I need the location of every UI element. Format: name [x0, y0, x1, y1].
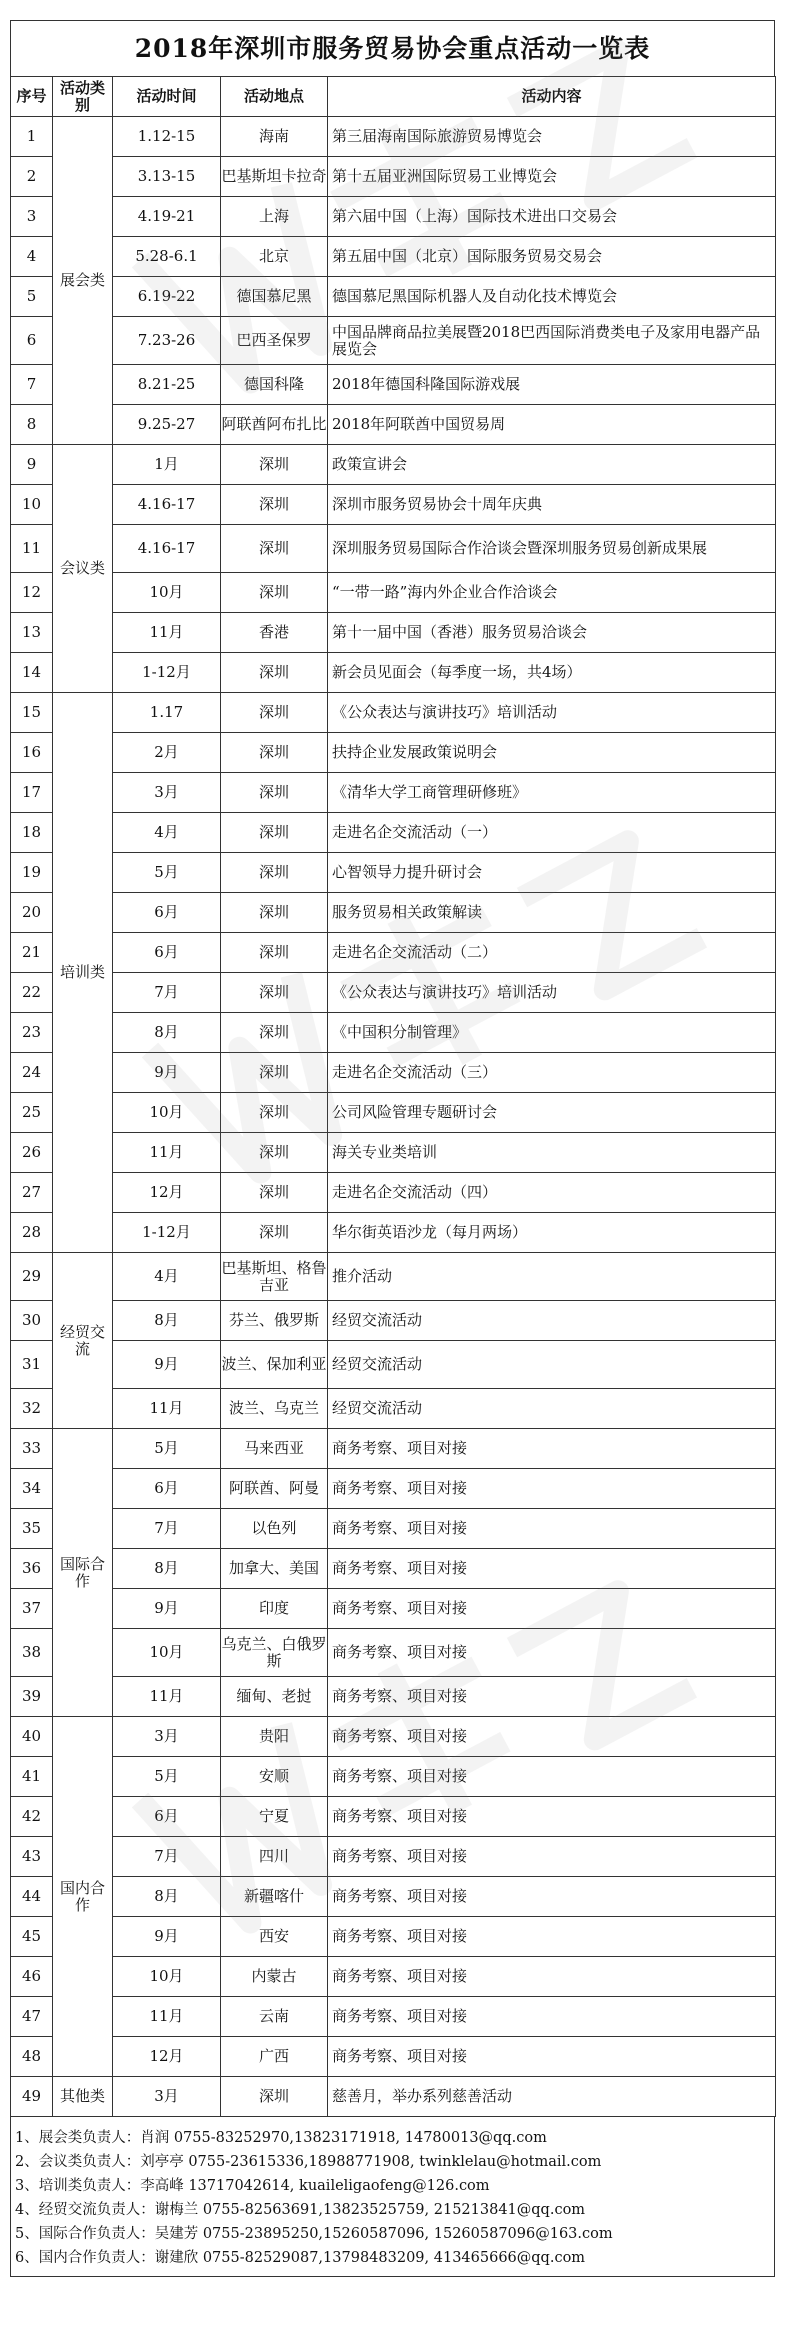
cell-time: 6.19-22	[113, 277, 221, 317]
cell-place: 巴基斯坦、格鲁吉亚	[221, 1253, 328, 1301]
cell-content: 《公众表达与演讲技巧》培训活动	[328, 973, 776, 1013]
cell-no: 34	[11, 1469, 53, 1509]
cell-no: 29	[11, 1253, 53, 1301]
cell-content: “一带一路”海内外企业合作洽谈会	[328, 573, 776, 613]
cell-time: 8月	[113, 1877, 221, 1917]
cell-no: 47	[11, 1997, 53, 2037]
cell-content: 商务考察、项目对接	[328, 1797, 776, 1837]
cell-category: 会议类	[53, 445, 113, 693]
cell-time: 10月	[113, 1957, 221, 1997]
cell-no: 6	[11, 317, 53, 365]
cell-no: 26	[11, 1133, 53, 1173]
cell-place: 深圳	[221, 1133, 328, 1173]
cell-place: 深圳	[221, 693, 328, 733]
table-row	[11, 1917, 776, 1957]
cell-content: 《中国积分制管理》	[328, 1013, 776, 1053]
table-row	[11, 773, 776, 813]
cell-time: 2月	[113, 733, 221, 773]
cell-no: 19	[11, 853, 53, 893]
cell-place: 香港	[221, 613, 328, 653]
table-row	[11, 1549, 776, 1589]
table-row	[11, 525, 776, 573]
cell-place: 深圳	[221, 485, 328, 525]
cell-no: 48	[11, 2037, 53, 2077]
cell-time: 1.17	[113, 693, 221, 733]
cell-content: 第十五届亚洲国际贸易工业博览会	[328, 157, 776, 197]
cell-content: 商务考察、项目对接	[328, 1469, 776, 1509]
cell-content: 商务考察、项目对接	[328, 1757, 776, 1797]
table-row	[11, 893, 776, 933]
cell-place: 深圳	[221, 933, 328, 973]
cell-time: 11月	[113, 613, 221, 653]
table-row	[11, 1053, 776, 1093]
cell-no: 16	[11, 733, 53, 773]
table-row	[11, 973, 776, 1013]
table-row	[11, 1509, 776, 1549]
cell-no: 25	[11, 1093, 53, 1133]
header-time: 活动时间	[113, 77, 221, 117]
cell-time: 3月	[113, 1717, 221, 1757]
cell-content: 走进名企交流活动（一）	[328, 813, 776, 853]
cell-time: 10月	[113, 1629, 221, 1677]
table-row	[11, 1253, 776, 1301]
cell-no: 49	[11, 2077, 53, 2117]
header-content: 活动内容	[328, 77, 776, 117]
table-row	[11, 445, 776, 485]
cell-category: 国际合作	[53, 1429, 113, 1717]
cell-time: 11月	[113, 1389, 221, 1429]
cell-place: 深圳	[221, 653, 328, 693]
cell-time: 11月	[113, 1997, 221, 2037]
cell-content: 深圳服务贸易国际合作洽谈会暨深圳服务贸易创新成果展	[328, 525, 776, 573]
table-row	[11, 1133, 776, 1173]
table-body	[11, 117, 776, 2117]
cell-time: 9月	[113, 1053, 221, 1093]
cell-time: 3月	[113, 2077, 221, 2117]
cell-time: 6月	[113, 933, 221, 973]
cell-time: 3月	[113, 773, 221, 813]
cell-time: 8月	[113, 1549, 221, 1589]
contact-list	[10, 2117, 775, 2277]
cell-content: 公司风险管理专题研讨会	[328, 1093, 776, 1133]
cell-time: 1-12月	[113, 1213, 221, 1253]
contact-line: 5、国际合作负责人：吴建芳 0755-23895250,15260587096, 15260587096@163.com	[15, 2226, 613, 2242]
cell-time: 8月	[113, 1301, 221, 1341]
cell-place: 深圳	[221, 893, 328, 933]
cell-content: 商务考察、项目对接	[328, 1717, 776, 1757]
table-row	[11, 1717, 776, 1757]
cell-no: 45	[11, 1917, 53, 1957]
cell-content: 商务考察、项目对接	[328, 1509, 776, 1549]
cell-place: 深圳	[221, 1013, 328, 1053]
cell-content: 商务考察、项目对接	[328, 1997, 776, 2037]
table-row	[11, 1469, 776, 1509]
cell-place: 深圳	[221, 1093, 328, 1133]
cell-time: 5.28-6.1	[113, 237, 221, 277]
cell-no: 13	[11, 613, 53, 653]
cell-category: 展会类	[53, 117, 113, 445]
contact-line: 6、国内合作负责人：谢建欣 0755-82529087,13798483209, 413465666@qq.com	[15, 2250, 586, 2266]
cell-time: 4月	[113, 813, 221, 853]
cell-no: 3	[11, 197, 53, 237]
cell-content: 推介活动	[328, 1253, 776, 1301]
cell-content: 第十一届中国（香港）服务贸易洽谈会	[328, 613, 776, 653]
cell-content: 新会员见面会（每季度一场，共4场）	[328, 653, 776, 693]
table-row	[11, 933, 776, 973]
cell-place: 北京	[221, 237, 328, 277]
cell-time: 4.16-17	[113, 525, 221, 573]
cell-no: 38	[11, 1629, 53, 1677]
cell-time: 5月	[113, 1757, 221, 1797]
cell-place: 深圳	[221, 445, 328, 485]
cell-place: 波兰、保加利亚	[221, 1341, 328, 1389]
table-row	[11, 653, 776, 693]
cell-place: 内蒙古	[221, 1957, 328, 1997]
cell-place: 深圳	[221, 813, 328, 853]
cell-content: 德国慕尼黑国际机器人及自动化技术博览会	[328, 277, 776, 317]
cell-no: 12	[11, 573, 53, 613]
cell-no: 42	[11, 1797, 53, 1837]
cell-time: 9.25-27	[113, 405, 221, 445]
cell-place: 深圳	[221, 1053, 328, 1093]
cell-place: 乌克兰、白俄罗斯	[221, 1629, 328, 1677]
table-row	[11, 1837, 776, 1877]
cell-time: 1月	[113, 445, 221, 485]
cell-category: 经贸交流	[53, 1253, 113, 1429]
cell-time: 4.19-21	[113, 197, 221, 237]
cell-no: 33	[11, 1429, 53, 1469]
cell-content: 心智领导力提升研讨会	[328, 853, 776, 893]
cell-place: 芬兰、俄罗斯	[221, 1301, 328, 1341]
table-row	[11, 317, 776, 365]
table-row	[11, 365, 776, 405]
cell-time: 8月	[113, 1013, 221, 1053]
cell-no: 4	[11, 237, 53, 277]
cell-content: 《清华大学工商管理研修班》	[328, 773, 776, 813]
cell-place: 以色列	[221, 1509, 328, 1549]
cell-time: 7月	[113, 973, 221, 1013]
cell-content: 经贸交流活动	[328, 1341, 776, 1389]
table-row	[11, 813, 776, 853]
cell-time: 5月	[113, 1429, 221, 1469]
table-row	[11, 1173, 776, 1213]
cell-time: 7.23-26	[113, 317, 221, 365]
cell-place: 深圳	[221, 1213, 328, 1253]
cell-no: 28	[11, 1213, 53, 1253]
cell-place: 缅甸、老挝	[221, 1677, 328, 1717]
cell-content: 商务考察、项目对接	[328, 1837, 776, 1877]
cell-no: 41	[11, 1757, 53, 1797]
table-row	[11, 613, 776, 653]
cell-no: 30	[11, 1301, 53, 1341]
table-row	[11, 117, 776, 157]
table-row	[11, 1213, 776, 1253]
cell-time: 1.12-15	[113, 117, 221, 157]
cell-no: 18	[11, 813, 53, 853]
cell-place: 宁夏	[221, 1797, 328, 1837]
cell-time: 11月	[113, 1677, 221, 1717]
cell-content: 《公众表达与演讲技巧》培训活动	[328, 693, 776, 733]
cell-time: 9月	[113, 1917, 221, 1957]
cell-content: 华尔街英语沙龙（每月两场）	[328, 1213, 776, 1253]
cell-no: 1	[11, 117, 53, 157]
table-row	[11, 197, 776, 237]
cell-content: 商务考察、项目对接	[328, 1877, 776, 1917]
cell-no: 11	[11, 525, 53, 573]
table-header-row	[11, 77, 776, 117]
table-row	[11, 573, 776, 613]
table-row	[11, 1589, 776, 1629]
contact-line: 4、经贸交流负责人：谢梅兰 0755-82563691,13823525759, 215213841@qq.com	[15, 2202, 586, 2218]
cell-content: 经贸交流活动	[328, 1389, 776, 1429]
cell-place: 云南	[221, 1997, 328, 2037]
cell-content: 中国品牌商品拉美展暨2018巴西国际消费类电子及家用电器产品展览会	[328, 317, 776, 365]
cell-no: 20	[11, 893, 53, 933]
table-row	[11, 237, 776, 277]
cell-no: 8	[11, 405, 53, 445]
cell-time: 10月	[113, 1093, 221, 1133]
cell-time: 6月	[113, 893, 221, 933]
table-row	[11, 2037, 776, 2077]
table-row	[11, 485, 776, 525]
cell-no: 36	[11, 1549, 53, 1589]
cell-time: 6月	[113, 1797, 221, 1837]
cell-content: 2018年德国科隆国际游戏展	[328, 365, 776, 405]
cell-no: 27	[11, 1173, 53, 1213]
page-title: 2018年深圳市服务贸易协会重点活动一览表	[10, 20, 775, 76]
cell-place: 波兰、乌克兰	[221, 1389, 328, 1429]
cell-content: 政策宣讲会	[328, 445, 776, 485]
cell-content: 慈善月，举办系列慈善活动	[328, 2077, 776, 2117]
cell-place: 德国慕尼黑	[221, 277, 328, 317]
cell-content: 商务考察、项目对接	[328, 1429, 776, 1469]
cell-content: 商务考察、项目对接	[328, 1589, 776, 1629]
cell-content: 商务考察、项目对接	[328, 2037, 776, 2077]
cell-no: 39	[11, 1677, 53, 1717]
cell-time: 11月	[113, 1133, 221, 1173]
cell-place: 西安	[221, 1917, 328, 1957]
table-row	[11, 693, 776, 733]
cell-content: 商务考察、项目对接	[328, 1629, 776, 1677]
cell-category: 培训类	[53, 693, 113, 1253]
table-row	[11, 1797, 776, 1837]
table-row	[11, 1997, 776, 2037]
cell-content: 商务考察、项目对接	[328, 1917, 776, 1957]
table-row	[11, 1301, 776, 1341]
cell-time: 8.21-25	[113, 365, 221, 405]
cell-no: 7	[11, 365, 53, 405]
cell-no: 14	[11, 653, 53, 693]
contact-line: 1、展会类负责人：肖润 0755-83252970,13823171918, 14780013@qq.com	[15, 2130, 547, 2146]
cell-place: 巴西圣保罗	[221, 317, 328, 365]
cell-place: 广西	[221, 2037, 328, 2077]
cell-time: 9月	[113, 1589, 221, 1629]
cell-content: 商务考察、项目对接	[328, 1957, 776, 1997]
cell-place: 阿联酋阿布扎比	[221, 405, 328, 445]
table-row	[11, 733, 776, 773]
cell-content: 商务考察、项目对接	[328, 1549, 776, 1589]
table-row	[11, 1093, 776, 1133]
table-row	[11, 853, 776, 893]
cell-place: 深圳	[221, 733, 328, 773]
cell-no: 32	[11, 1389, 53, 1429]
cell-time: 10月	[113, 573, 221, 613]
cell-place: 深圳	[221, 853, 328, 893]
cell-category: 其他类	[53, 2077, 113, 2117]
cell-place: 四川	[221, 1837, 328, 1877]
table-row	[11, 2077, 776, 2117]
cell-no: 46	[11, 1957, 53, 1997]
cell-place: 巴基斯坦卡拉奇	[221, 157, 328, 197]
cell-place: 深圳	[221, 1173, 328, 1213]
cell-content: 扶持企业发展政策说明会	[328, 733, 776, 773]
activity-table	[10, 76, 776, 2117]
header-place: 活动地点	[221, 77, 328, 117]
cell-content: 第五届中国（北京）国际服务贸易交易会	[328, 237, 776, 277]
cell-content: 走进名企交流活动（四）	[328, 1173, 776, 1213]
table-row	[11, 157, 776, 197]
cell-content: 第三届海南国际旅游贸易博览会	[328, 117, 776, 157]
cell-content: 2018年阿联酋中国贸易周	[328, 405, 776, 445]
cell-time: 5月	[113, 853, 221, 893]
cell-content: 服务贸易相关政策解读	[328, 893, 776, 933]
cell-place: 深圳	[221, 2077, 328, 2117]
cell-place: 上海	[221, 197, 328, 237]
cell-content: 第六届中国（上海）国际技术进出口交易会	[328, 197, 776, 237]
table-row	[11, 1877, 776, 1917]
contact-line: 3、培训类负责人：李高峰 13717042614, kuaileligaofeng@126.com	[15, 2178, 490, 2194]
cell-place: 新疆喀什	[221, 1877, 328, 1917]
table-row	[11, 1429, 776, 1469]
cell-place: 深圳	[221, 525, 328, 573]
cell-content: 深圳市服务贸易协会十周年庆典	[328, 485, 776, 525]
cell-no: 35	[11, 1509, 53, 1549]
table-row	[11, 1957, 776, 1997]
cell-time: 7月	[113, 1509, 221, 1549]
cell-time: 9月	[113, 1341, 221, 1389]
header-category: 活动类别	[53, 77, 113, 117]
cell-place: 阿联酋、阿曼	[221, 1469, 328, 1509]
cell-place: 深圳	[221, 573, 328, 613]
cell-place: 贵阳	[221, 1717, 328, 1757]
table-row	[11, 1341, 776, 1389]
cell-place: 马来西亚	[221, 1429, 328, 1469]
cell-no: 10	[11, 485, 53, 525]
cell-place: 德国科隆	[221, 365, 328, 405]
cell-time: 7月	[113, 1837, 221, 1877]
table-row	[11, 1677, 776, 1717]
cell-place: 深圳	[221, 773, 328, 813]
cell-place: 海南	[221, 117, 328, 157]
cell-no: 21	[11, 933, 53, 973]
cell-no: 5	[11, 277, 53, 317]
cell-content: 走进名企交流活动（二）	[328, 933, 776, 973]
cell-place: 安顺	[221, 1757, 328, 1797]
cell-no: 31	[11, 1341, 53, 1389]
cell-no: 17	[11, 773, 53, 813]
cell-category: 国内合作	[53, 1717, 113, 2077]
cell-no: 44	[11, 1877, 53, 1917]
table-row	[11, 405, 776, 445]
cell-time: 1-12月	[113, 653, 221, 693]
table-row	[11, 1757, 776, 1797]
cell-time: 12月	[113, 1173, 221, 1213]
table-row	[11, 1389, 776, 1429]
cell-content: 经贸交流活动	[328, 1301, 776, 1341]
header-no: 序号	[11, 77, 53, 117]
cell-time: 4月	[113, 1253, 221, 1301]
cell-no: 2	[11, 157, 53, 197]
table-row	[11, 1013, 776, 1053]
cell-no: 24	[11, 1053, 53, 1093]
cell-time: 12月	[113, 2037, 221, 2077]
cell-no: 9	[11, 445, 53, 485]
cell-no: 43	[11, 1837, 53, 1877]
cell-place: 印度	[221, 1589, 328, 1629]
cell-content: 走进名企交流活动（三）	[328, 1053, 776, 1093]
cell-time: 4.16-17	[113, 485, 221, 525]
table-row	[11, 1629, 776, 1677]
cell-no: 23	[11, 1013, 53, 1053]
cell-no: 40	[11, 1717, 53, 1757]
cell-time: 6月	[113, 1469, 221, 1509]
cell-content: 海关专业类培训	[328, 1133, 776, 1173]
cell-content: 商务考察、项目对接	[328, 1677, 776, 1717]
cell-no: 22	[11, 973, 53, 1013]
activity-sheet	[10, 20, 775, 2277]
contact-line: 2、会议类负责人：刘亭亭 0755-23615336,18988771908, twinklelau@hotmail.com	[15, 2154, 602, 2170]
cell-place: 深圳	[221, 973, 328, 1013]
cell-time: 3.13-15	[113, 157, 221, 197]
table-row	[11, 277, 776, 317]
cell-no: 15	[11, 693, 53, 733]
cell-place: 加拿大、美国	[221, 1549, 328, 1589]
cell-no: 37	[11, 1589, 53, 1629]
